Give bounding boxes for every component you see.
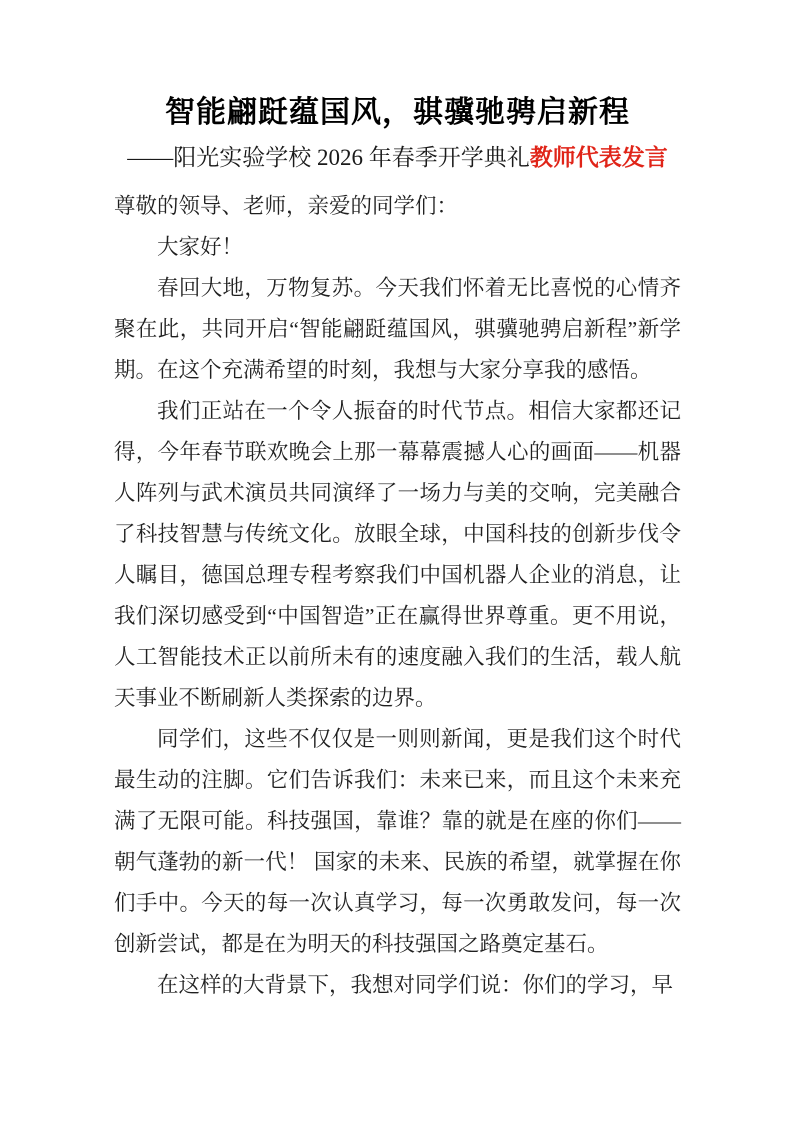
document-title: 智能翩跹蕴国风，骐骥驰骋启新程 xyxy=(165,96,630,129)
subtitle-prefix: ——阳光实验学校 2026 年春季开学典礼 xyxy=(127,145,530,170)
paragraph-opening: 春回大地，万物复苏。今天我们怀着无比喜悦的心情齐聚在此，共同开启“智能翩跹蕴国风，骐骥驰骋启新程”新学期。在这个充满希望的时刻，我想与大家分享我的感悟。 xyxy=(114,276,681,382)
document-body xyxy=(114,186,681,1006)
paragraph-context-partial: 在这样的大背景下，我想对同学们说：你们的学习，早 xyxy=(157,973,674,997)
document-subtitle xyxy=(114,138,681,178)
paragraph-era: 我们正站在一个令人振奋的时代节点。相信大家都还记得，今年春节联欢晚会上那一幕幕震撼人心的画面——机器人阵列与武术演员共同演绎了一场力与美的交响，完美融合了科技智慧与传统文化。放眼全球，中国科技的创新步伐令人瞩目，德国总理专程考察我们中国机器人企业的消息，让我们深切感受到“中国智造”正在赢得世界尊重。更不用说，人工智能技术正以前所未有的速度融入我们的生活，载人航天事业不断刷新人类探索的边界。 xyxy=(114,399,681,710)
paragraph-hello: 大家好！ xyxy=(157,235,244,259)
paragraph-greeting: 尊敬的领导、老师，亲爱的同学们： xyxy=(114,194,459,218)
paragraph-students: 同学们，这些不仅仅是一则则新闻，更是我们这个时代最生动的注脚。它们告诉我们：未来已来，而且这个未来充满了无限可能。科技强国，靠谁？靠的就是在座的你们——朝气蓬勃的新一代！ 国家的未来、民族的希望，就掌握在你们手中。今天的每一次认真学习，每一次勇敢发问，每一次创新尝试，都是在为明天的科技强国之路奠定基石。 xyxy=(114,727,681,956)
subtitle-highlight: 教师代表发言 xyxy=(529,145,668,170)
